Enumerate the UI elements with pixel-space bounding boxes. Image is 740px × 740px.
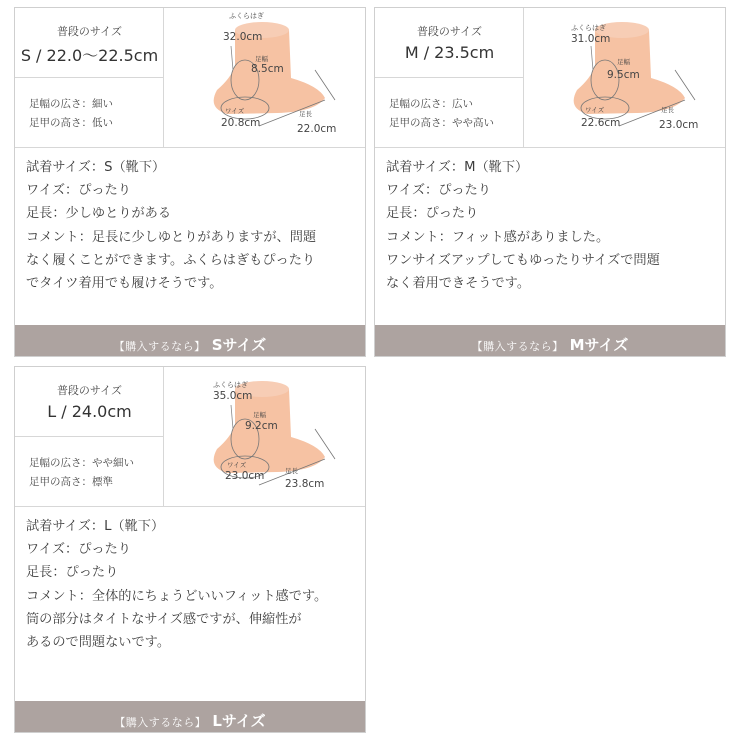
length-label: 足長 (661, 106, 674, 114)
usual-size-caption: 普段のサイズ (416, 25, 483, 38)
width-fit-line: ワイズ：ぴったり (26, 183, 131, 199)
ankle-label: 足幅 (617, 58, 630, 66)
recommend-prefix: 【購入するなら】 (114, 716, 207, 729)
comment-line: でタイツ着用でも履けそうです。 (26, 276, 223, 292)
calf-marker (231, 46, 233, 70)
usual-size-box (375, 8, 524, 78)
ankle-value: 9.2cm (245, 420, 278, 432)
length-value: 23.0cm (659, 119, 699, 131)
foot-width-text: 足幅の広さ：やや細い (29, 457, 134, 469)
foot-shape-box (375, 78, 524, 148)
width-value: 22.6cm (581, 117, 621, 129)
width-label: ワイズ (227, 461, 247, 469)
recommended-size-bar (15, 325, 365, 356)
instep-height-text: 足甲の高さ：やや高い (389, 117, 494, 129)
review-body (26, 156, 361, 295)
width-fit-line: ワイズ：ぴったり (26, 542, 131, 558)
foot-width-text: 足幅の広さ：細い (29, 98, 113, 110)
calf-marker (591, 46, 593, 70)
comment-line: コメント：フィット感がありました。 (386, 229, 610, 245)
width-fit-line: ワイズ：ぴったり (386, 183, 491, 199)
reviewer-profile (15, 367, 164, 507)
ankle-value: 9.5cm (607, 69, 640, 81)
review-body (26, 515, 361, 654)
calf-label: ふくらはぎ (229, 12, 264, 20)
calf-label: ふくらはぎ (213, 381, 248, 389)
instep-height-text: 足甲の高さ：低い (29, 117, 113, 129)
foot-measure-illustration (165, 8, 365, 148)
comment-line: 筒の部分はタイトなサイズ感ですが、伸縮性が (26, 611, 302, 627)
comment-line: コメント：全体的にちょうどいいフィット感です。 (26, 588, 328, 604)
foot-diagram (525, 8, 725, 148)
length-fit-line: 足長：ぴったり (386, 206, 479, 222)
calf-value: 35.0cm (213, 390, 253, 402)
usual-size-value: L / 24.0cm (47, 402, 132, 421)
calf-value: 32.0cm (223, 31, 263, 43)
comment-line: なく着用できそうです。 (386, 276, 531, 292)
tried-size-line: 試着サイズ：S（靴下） (26, 160, 166, 175)
card-header (15, 8, 365, 148)
review-card-m (374, 7, 726, 357)
calf-marker (231, 405, 233, 429)
length-fit-line: 足長：ぴったり (26, 565, 119, 581)
reviewer-profile (375, 8, 524, 148)
length-value: 22.0cm (297, 123, 337, 135)
review-card-l (14, 366, 366, 733)
comment-line: あるので問題ないです。 (26, 635, 171, 651)
usual-size-caption: 普段のサイズ (56, 384, 123, 397)
foot-diagram (165, 367, 365, 507)
tried-size-line: 試着サイズ：M（靴下） (386, 160, 529, 175)
length-label: 足長 (299, 110, 312, 118)
recommend-prefix: 【購入するなら】 (471, 340, 564, 353)
card-header (375, 8, 725, 148)
width-label: ワイズ (225, 107, 245, 115)
card-header (15, 367, 365, 507)
tried-size-line: 試着サイズ：L（靴下） (26, 519, 165, 534)
ankle-label: 足幅 (255, 55, 268, 63)
width-label: ワイズ (585, 106, 605, 114)
recommended-size: Mサイズ (569, 336, 629, 354)
usual-size-box (15, 367, 164, 437)
recommended-size-bar (375, 325, 725, 356)
reviewer-profile (15, 8, 164, 148)
foot-diagram (165, 8, 365, 148)
foot-width-text: 足幅の広さ：広い (389, 98, 473, 110)
review-body (386, 156, 721, 295)
length-value: 23.8cm (285, 478, 325, 490)
ankle-label: 足幅 (253, 411, 266, 419)
width-value: 23.0cm (225, 470, 265, 482)
usual-size-box (15, 8, 164, 78)
foot-shape-box (15, 78, 164, 148)
foot-measure-illustration (525, 8, 725, 148)
foot-shape-box (15, 437, 164, 507)
review-card-s (14, 7, 366, 357)
comment-line: なく履くことができます。ふくらはぎもぴったり (26, 252, 316, 268)
calf-label: ふくらはぎ (571, 24, 606, 32)
usual-size-value: M / 23.5cm (404, 43, 495, 62)
comment-line: コメント：足長に少しゆとりがありますが、問題 (26, 229, 317, 245)
recommended-size-bar (15, 701, 365, 732)
length-label: 足長 (285, 467, 298, 475)
recommended-size: Sサイズ (211, 336, 267, 354)
instep-height-text: 足甲の高さ：標準 (29, 476, 113, 488)
width-value: 20.8cm (221, 117, 261, 129)
recommended-size: Lサイズ (212, 712, 266, 730)
calf-value: 31.0cm (571, 33, 611, 45)
comment-line: ワンサイズアップしてもゆったりサイズで問題 (386, 252, 660, 268)
length-fit-line: 足長：少しゆとりがある (26, 206, 172, 222)
foot-measure-illustration (165, 367, 365, 507)
ankle-value: 8.5cm (251, 63, 284, 75)
usual-size-caption: 普段のサイズ (56, 25, 123, 38)
recommend-prefix: 【購入するなら】 (113, 340, 206, 353)
usual-size-value: S / 22.0〜22.5cm (20, 46, 159, 65)
